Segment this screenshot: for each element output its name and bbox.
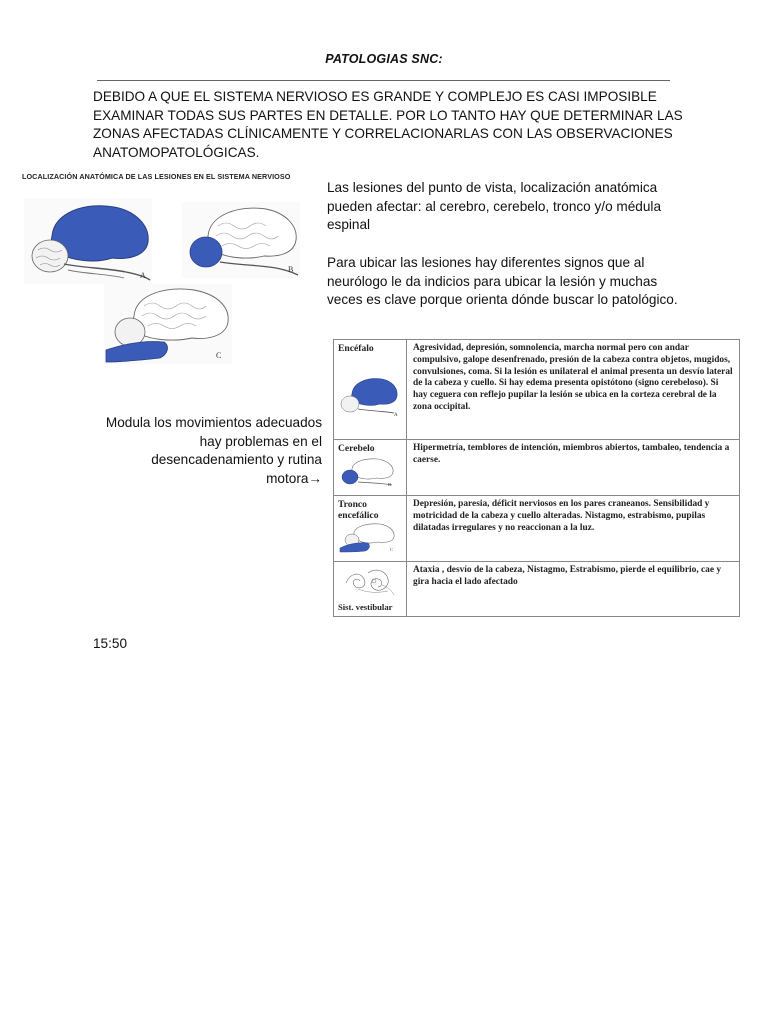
- row-description: Hipermetría, temblores de intención, miembros abiertos, tambaleo, tendencia a caerse.: [413, 443, 730, 465]
- table-row: [334, 440, 740, 496]
- row-label: Encéfalo: [338, 343, 374, 354]
- row-description-cell: [407, 562, 740, 617]
- paragraph-lesion-location: Las lesiones del punto de vista, localización anatómica pueden afectar: al cerebro, cerebelo, tronco y/o médula espinal: [327, 180, 662, 232]
- page-title: PATOLOGIAS SNC:: [325, 52, 443, 66]
- row-label-cell: [334, 496, 407, 562]
- intro-paragraph: DEBIDO A QUE EL SISTEMA NERVIOSO ES GRANDE Y COMPLEJO ES CASI IMPOSIBLE EXAMINAR TODAS SUS PARTES EN DETALLE. POR LO TANTO HAY QUE DETERMINAR LAS ZONAS AFECTADAS CLÍNICAMENTE Y CORRELACIONARLAS CON LAS OBSERVACIONES ANATOMOPATOLÓGICAS.: [93, 89, 683, 160]
- row-description-cell: [407, 496, 740, 562]
- motor-modulation-note: Modula los movimientos adecuados hay problemas en el desencadenamiento y rutina motora→: [105, 415, 322, 486]
- brain-figure-a: [24, 198, 154, 288]
- thumb-letter: C: [390, 547, 394, 552]
- thumb-letter: B: [388, 482, 392, 487]
- figure-letter-b: B: [288, 265, 294, 274]
- brain-thumbnail-cerebelo: [338, 457, 396, 487]
- row-description-cell: [407, 340, 740, 440]
- row-description-cell: [407, 440, 740, 496]
- row-label-cell: [334, 340, 407, 440]
- vestibular-system-icon: [338, 565, 400, 599]
- timestamp: 15:50: [93, 636, 128, 651]
- figure-caption: LOCALIZACIÓN ANATÓMICA DE LAS LESIONES EN EL SISTEMA NERVIOSO: [22, 172, 291, 181]
- title-divider: [97, 80, 670, 81]
- figure-letter-a: A: [140, 271, 146, 280]
- row-description: Agresividad, depresión, somnolencia, marcha normal pero con andar compulsivo, galope desenfrenado, presión de la cabeza contra objetos, mugidos, convulsiones, coma. Si la lesión es unilateral el animal presenta un desvío lateral de la cabeza y cuello. Si hay edema presenta opistótono (signo cerebeloso). Si hay ceguera con reflejo pupilar la lesión se ubica en la corteza cerebral de la zona occipital.: [413, 343, 733, 412]
- brain-thumbnail-tronco: [338, 523, 396, 553]
- row-label-cell: [334, 562, 407, 617]
- row-description: Depresión, paresia, déficit nerviosos en los pares craneanos. Sensibilidad y motricidad de la cabeza y cuello alteradas. Nistagmo, estrabismo, pupilas dilatadas irregulares y no reaccionan a la luz.: [413, 499, 710, 533]
- table-row: [334, 340, 740, 440]
- figure-letter-c: C: [216, 351, 222, 360]
- brain-figure-c: [104, 284, 234, 368]
- row-label-cell: [334, 440, 407, 496]
- paragraph-lesion-signs: Para ubicar las lesiones hay diferentes signos que al neurólogo le da indicios para ubicar la lesión y muchas veces es clave porque orienta dónde buscar lo patológico.: [327, 255, 678, 307]
- row-label: Cerebelo: [338, 443, 375, 454]
- lesion-signs-table: [333, 339, 740, 617]
- table-row: [334, 562, 740, 617]
- table-row: [334, 496, 740, 562]
- brain-figure-b: [182, 202, 302, 282]
- thumb-letter: A: [394, 413, 398, 418]
- row-label: Tronco encefálico: [338, 499, 379, 521]
- brain-thumbnail-encefalo: [338, 374, 400, 418]
- row-description: Ataxia , desvío de la cabeza, Nistagmo, Estrabismo, pierde el equilibrio, cae y gira hacia el lado afectado: [413, 565, 722, 587]
- row-label: Sist. vestibular: [338, 602, 393, 612]
